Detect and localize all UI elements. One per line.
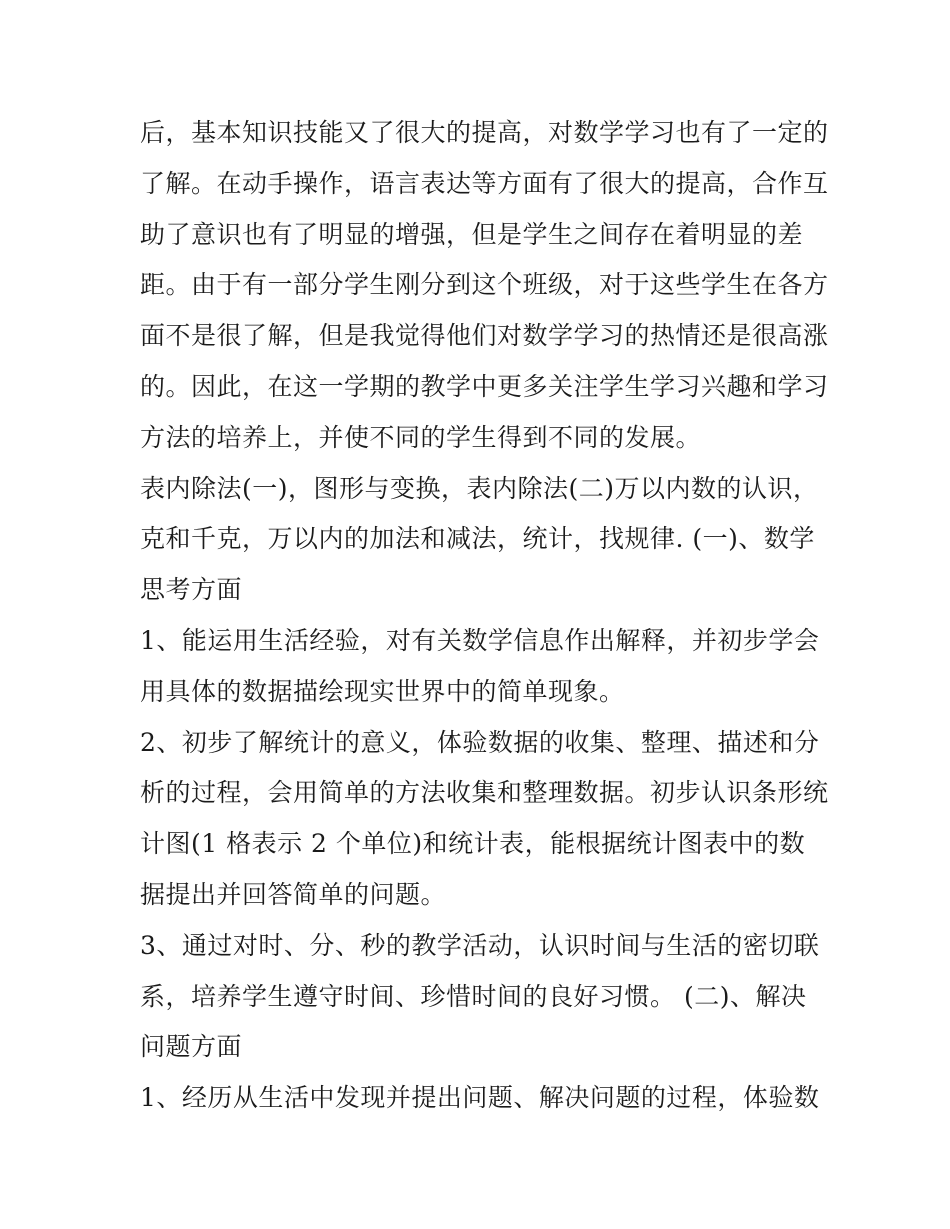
paragraph-problem-solving-1: 1、经历从生活中发现并提出问题、解决问题的过程，体验数 [140,1083,820,1113]
paragraph-goal-3: 3、通过对时、分、秒的教学活动，认识时间与生活的密切联系，培养学生遵守时间、珍惜时间的良好习惯。 (二)、解决问题方面 [140,930,820,1062]
paragraph-student-analysis: 后，基本知识技能又了很大的提高，对数学学习也有了一定的了解。在动手操作，语言表达等方面有了很大的提高，合作互助了意识也有了明显的增强，但是学生之间存在着明显的差距。由于有一部分学生刚分到这个班级，对于这些学生在各方面不是很了解，但是我觉得他们对数学学习的热情还是很高涨的。因此，在这一学期的教学中更多关注学生学习兴趣和学习方法的培养上，并使不同的学生得到不同的发展。 [140,118,829,452]
paragraph-teaching-content: 表内除法(一)，图形与变换，表内除法(二)万以内数的认识，克和千克，万以内的加法和减法，统计，找规律. (一)、数学思考方面 [140,473,819,605]
paragraph-goal-2: 2、初步了解统计的意义，体验数据的收集、整理、描述和分析的过程，会用简单的方法收集和整理数据。初步认识条形统计图(1 格表示 2 个单位)和统计表，能根据统计图表中的数据提出并回答简单的问题。 [140,727,829,909]
paragraph-goal-1: 1、能运用生活经验，对有关数学信息作出解释，并初步学会用具体的数据描绘现实世界中的简单现象。 [140,625,820,706]
document-body [140,108,830,1124]
